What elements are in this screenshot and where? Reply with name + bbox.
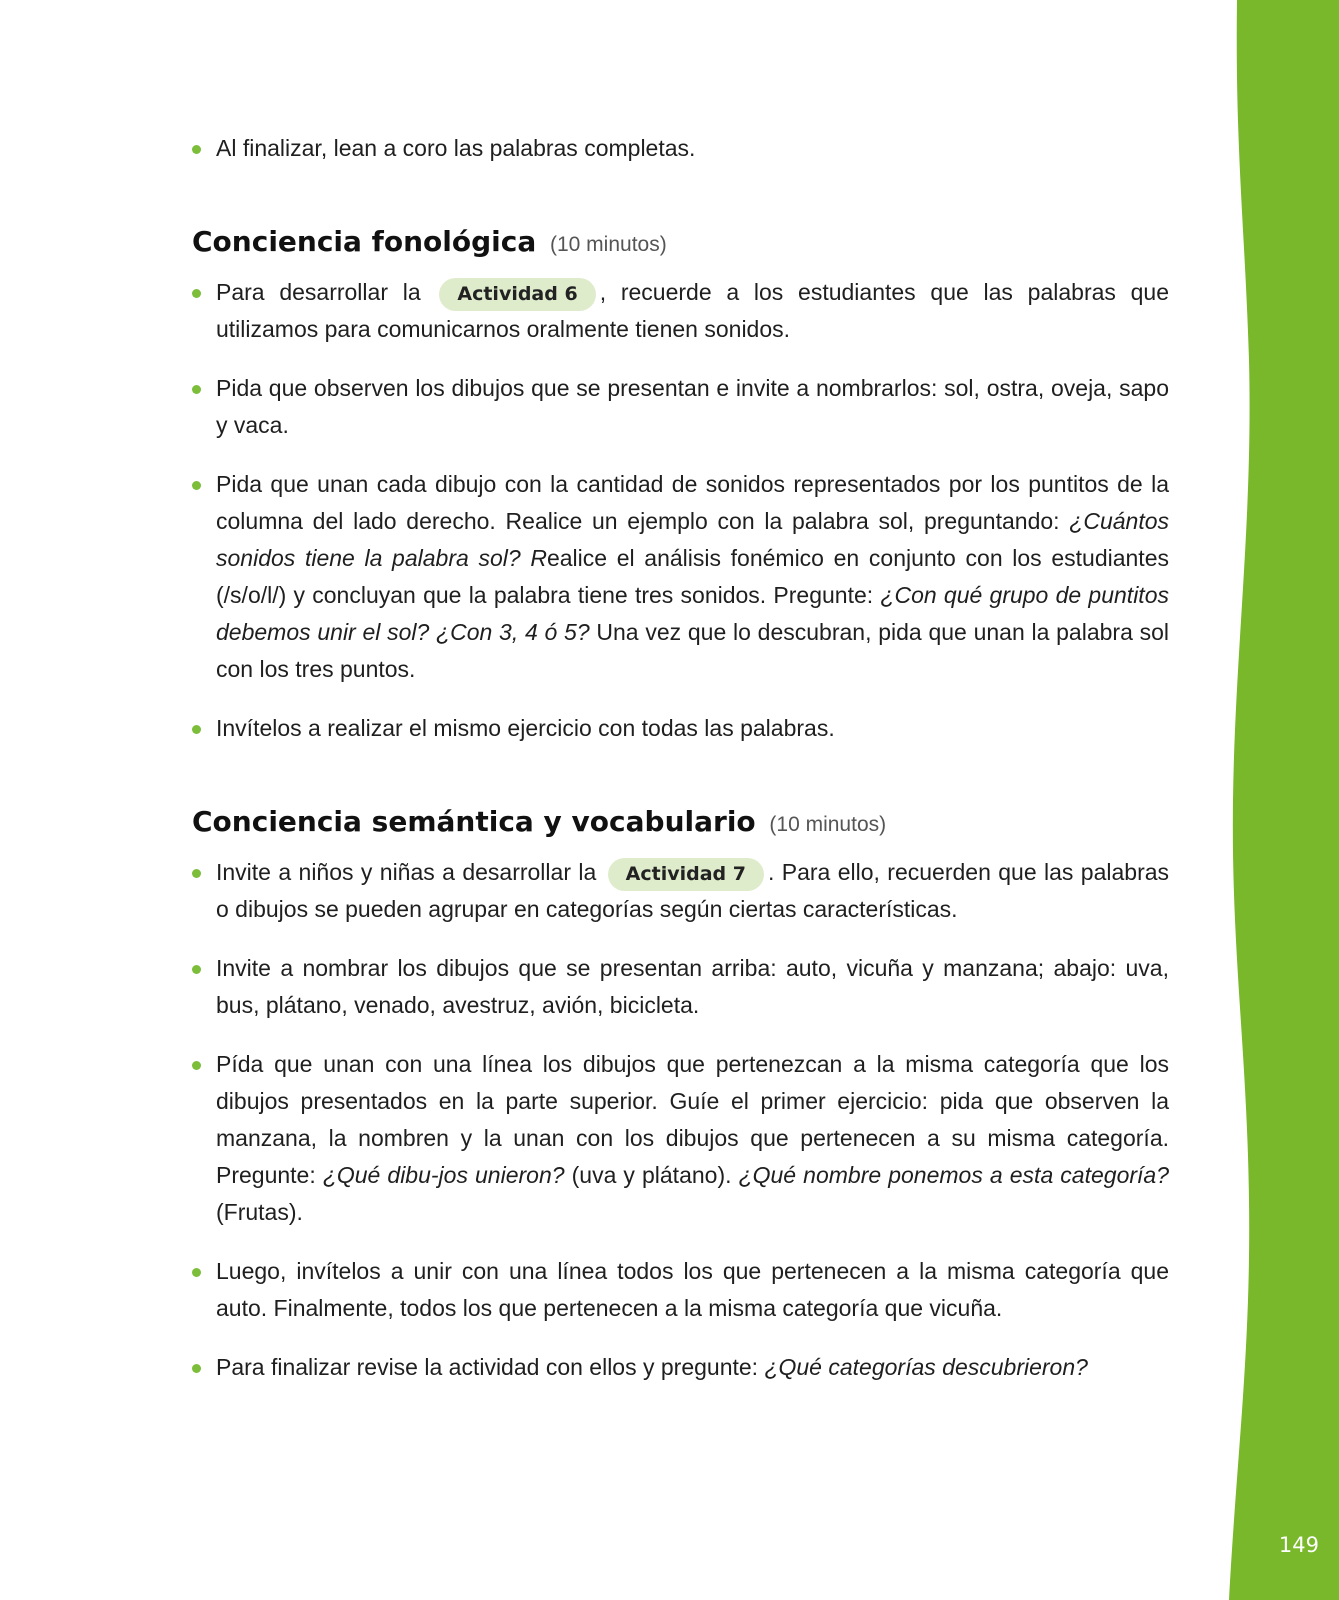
bullet-dot: [192, 965, 201, 974]
section-title: Conciencia fonológica: [192, 225, 537, 258]
bullet-text: ealice el análisis fonémico en conjunto con los estudiantes (/s/o/l/) y concluyan que la palabra tiene tres sonidos. Pregunte:: [216, 545, 1169, 608]
bullet-dot: [192, 289, 201, 298]
section-heading-fonologica: [192, 225, 1169, 258]
bullet-text: (uva y plátano).: [564, 1162, 739, 1188]
bullet-text: (Frutas).: [216, 1199, 303, 1225]
list-item: [192, 130, 1169, 167]
question-text: ¿Qué categorías descubrieron?: [764, 1354, 1088, 1380]
question-text: ¿Qué nombre ponemos a esta categoría?: [738, 1162, 1169, 1188]
section-duration: (10 minutos): [549, 233, 667, 256]
list-item: [192, 950, 1169, 1024]
bullet-text: . Para ello, recuerden que las palabras o dibujos se pueden agrupar en categorías según ciertas características.: [216, 859, 1170, 922]
list-item: [192, 466, 1169, 688]
bullet-text: Para desarrollar la: [216, 279, 421, 305]
bullet-dot: [192, 869, 201, 878]
bullet-text: Para finalizar revise la actividad con ellos y pregunte:: [216, 1354, 765, 1380]
bullet-text: Invítelos a realizar el mismo ejercicio con todas las palabras.: [216, 715, 835, 741]
section-duration: (10 minutos): [769, 813, 887, 836]
question-text: ¿Cuántos sonidos tiene la palabra sol? R: [216, 508, 1169, 571]
bullet-text: Pida que observen los dibujos que se presentan e invite a nombrarlos: sol, ostra, oveja, sapo y vaca.: [216, 375, 1169, 438]
bullet-dot: [192, 145, 201, 154]
bullet-text: Al finalizar, lean a coro las palabras completas.: [216, 135, 696, 161]
bullet-text: Una vez que lo descubran, pida que unan la palabra sol con los tres puntos.: [216, 619, 1170, 682]
section-heading-semantica: [192, 805, 1169, 838]
bullet-dot: [192, 385, 201, 394]
bullet-text: Invite a niños y niñas a desarrollar la: [216, 859, 597, 885]
page-number: 149: [1278, 1533, 1319, 1557]
bullet-dot: [192, 1061, 201, 1070]
bullet-text: Pida que unan cada dibujo con la cantidad de sonidos representados por los puntitos de la columna del lado derecho. Realice un ejemplo con la palabra sol, preguntando:: [216, 471, 1169, 534]
list-item: [192, 274, 1169, 348]
bullet-dot: [192, 1268, 201, 1277]
bullet-text: Pída que unan con una línea los dibujos que pertenezcan a la misma categoría que los dibujos presentados en la parte superior. Guíe el primer ejercicio: pida que observen la manzana, la nombren y la unan con los dibujos que pertenecen a su misma categoría. Pregunte:: [216, 1051, 1169, 1188]
question-text: ¿Qué dibu-jos unieron?: [322, 1162, 565, 1188]
list-item: [192, 854, 1169, 928]
bullet-text: Luego, invítelos a unir con una línea todos los que pertenecen a la misma categoría que auto. Finalmente, todos los que pertenecen a la misma categoría que vicuña.: [216, 1258, 1169, 1321]
bullet-dot: [192, 1364, 201, 1373]
bullet-text: Invite a nombrar los dibujos que se presentan arriba: auto, vicuña y manzana; abajo: uva, bus, plátano, venado, avestruz, avión, bicicleta.: [216, 955, 1169, 1018]
page-content: [192, 130, 1169, 1408]
activity-badge: Actividad 7: [608, 858, 764, 891]
list-item: [192, 370, 1169, 444]
bullet-text: , recuerde a los estudiantes que las palabras que utilizamos para comunicarnos oralmente tienen sonidos.: [216, 279, 1170, 342]
question-text: ¿Con qué grupo de puntitos debemos unir el sol? ¿Con 3, 4 ó 5?: [216, 582, 1169, 645]
bullet-dot: [192, 725, 201, 734]
bullet-dot: [192, 481, 201, 490]
list-item: [192, 710, 1169, 747]
activity-badge: Actividad 6: [439, 278, 595, 311]
section-title: Conciencia semántica y vocabulario: [192, 805, 756, 838]
list-item: [192, 1349, 1169, 1386]
list-item: [192, 1046, 1169, 1231]
list-item: [192, 1253, 1169, 1327]
green-side-band: [1229, 0, 1339, 1600]
